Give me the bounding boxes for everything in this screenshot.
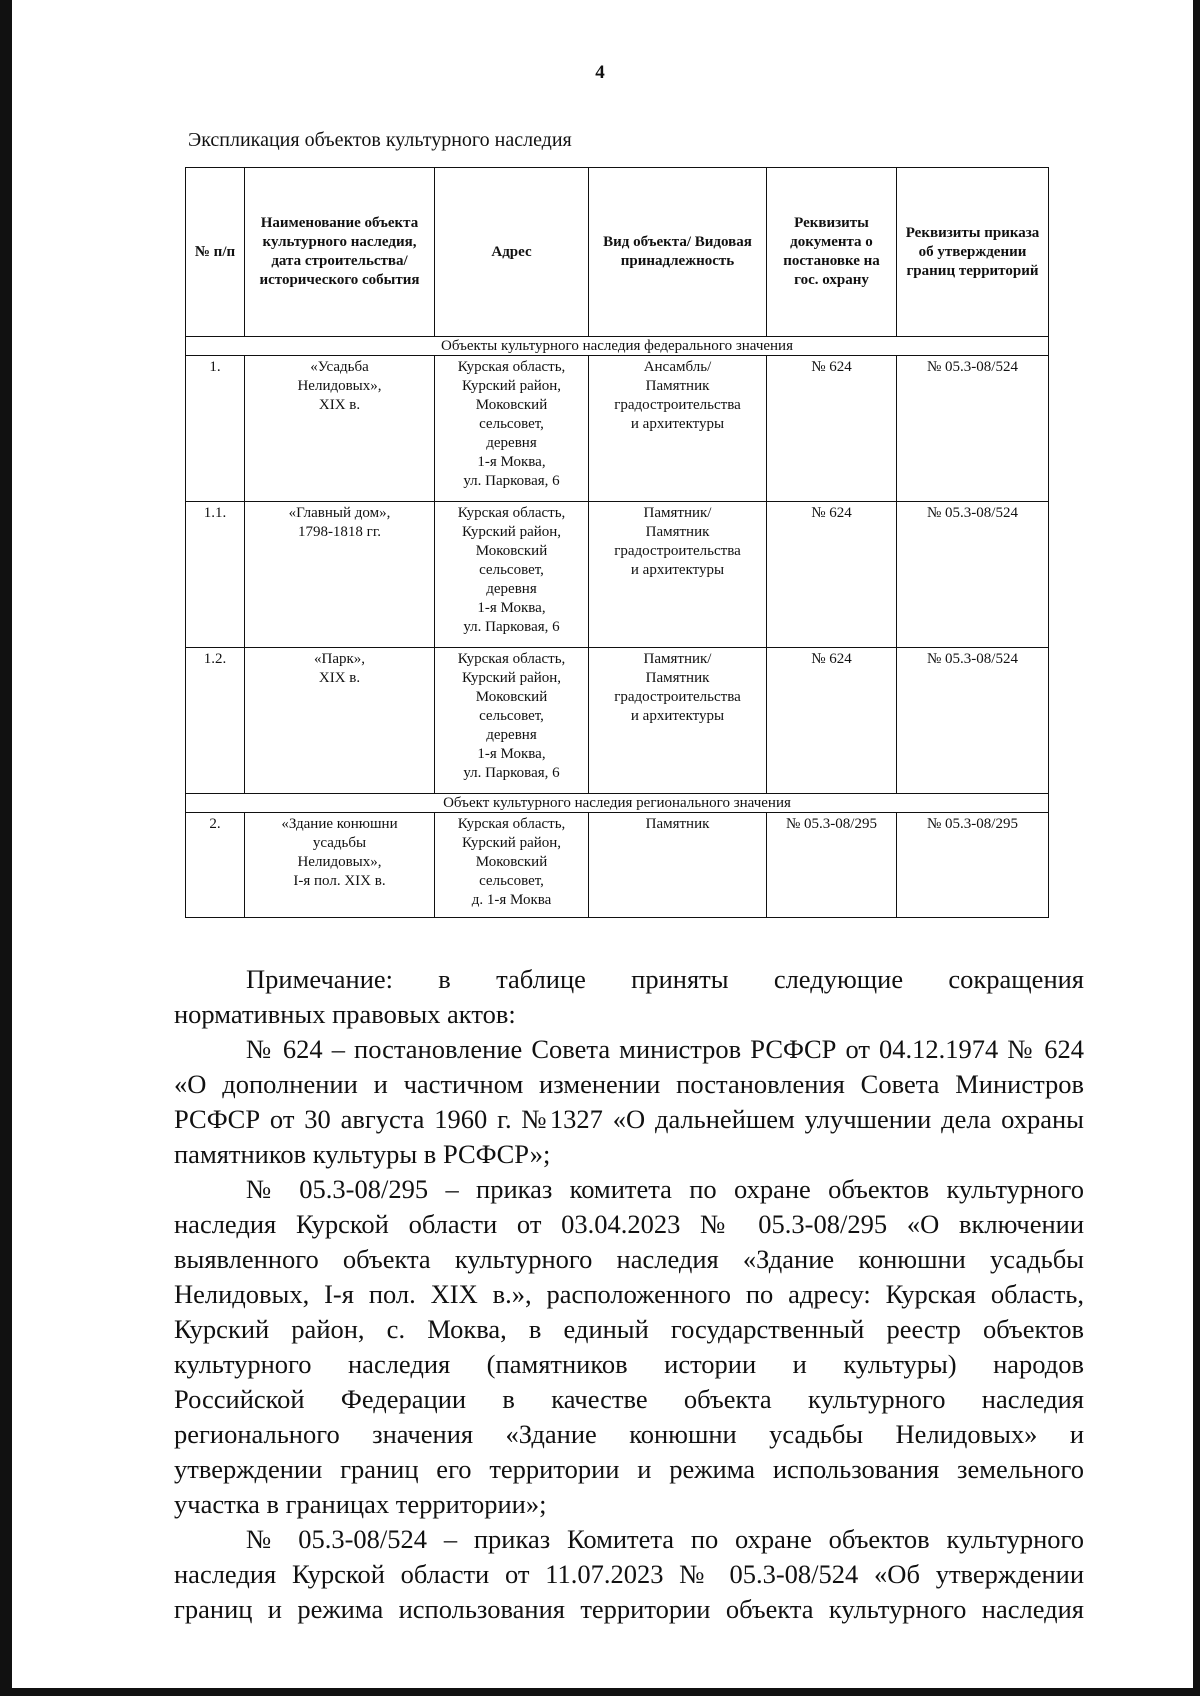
cell-address-line: ул. Парковая, 6 bbox=[463, 765, 560, 781]
cell-doc: № 624 bbox=[767, 502, 897, 648]
cell-name-line: Нелидовых», bbox=[297, 854, 382, 870]
cell-address-line: Моковский bbox=[475, 689, 548, 705]
table-row bbox=[186, 502, 1049, 648]
note-524 bbox=[174, 1522, 1084, 1557]
note-line: наследия Курской области от 03.04.2023 № 05.3-08/295 «О включении bbox=[174, 1209, 1084, 1239]
note-intro bbox=[174, 962, 1084, 997]
table-title: Экспликация объектов культурного наследия bbox=[188, 129, 572, 151]
note-line: № 05.3-08/295 – приказ комитета по охране объектов культурного bbox=[246, 1174, 1084, 1204]
notes-section bbox=[174, 962, 1084, 1627]
cell-type-line: Ансамбль/ bbox=[643, 359, 712, 375]
cell-address-line: деревня bbox=[486, 435, 537, 451]
cell-doc: № 05.3-08/295 bbox=[767, 813, 897, 918]
cell-doc: № 624 bbox=[767, 648, 897, 794]
note-line: выявленного объекта культурного наследия «Здание конюшни усадьбы bbox=[174, 1244, 1084, 1274]
heritage-table bbox=[185, 167, 1049, 918]
cell-type-line: Памятник bbox=[645, 378, 710, 394]
header-doc: Реквизиты документа о постановке на гос. охрану bbox=[767, 168, 897, 337]
note-624-cont bbox=[174, 1067, 1084, 1172]
note-624 bbox=[174, 1032, 1084, 1067]
section-row bbox=[186, 794, 1049, 813]
cell-type-line: Памятник/ bbox=[643, 505, 712, 521]
cell-name bbox=[245, 502, 435, 648]
cell-address bbox=[435, 648, 589, 794]
cell-address-line: сельсовет, bbox=[479, 416, 544, 432]
cell-type-line: Памятник bbox=[645, 816, 710, 832]
note-524-cont bbox=[174, 1557, 1084, 1627]
header-name: Наименование объекта культурного наследия, дата строительства/ исторического события bbox=[245, 168, 435, 337]
cell-name-line: 1798-1818 гг. bbox=[297, 524, 382, 540]
note-line: границ и режима использования территории объекта культурного наследия bbox=[174, 1594, 1084, 1624]
cell-num: 2. bbox=[186, 813, 245, 918]
header-type: Вид объекта/ Видовая принадлежность bbox=[589, 168, 767, 337]
header-address: Адрес bbox=[435, 168, 589, 337]
note-line: участка в границах территории»; bbox=[174, 1489, 547, 1519]
cell-address-line: ул. Парковая, 6 bbox=[463, 473, 560, 489]
cell-type-line: градостроительства bbox=[614, 689, 741, 705]
section-title: Объекты культурного наследия федерального значения bbox=[186, 337, 1049, 356]
note-295-cont bbox=[174, 1207, 1084, 1522]
table-header-row bbox=[186, 168, 1049, 337]
note-line: № 05.3-08/524 – приказ Комитета по охране объектов культурного bbox=[246, 1524, 1084, 1554]
cell-type-line: Памятник bbox=[645, 670, 710, 686]
note-line: № 624 – постановление Совета министров РСФСР от 04.12.1974 № 624 bbox=[246, 1034, 1084, 1064]
section-row bbox=[186, 337, 1049, 356]
table-row bbox=[186, 356, 1049, 502]
cell-address-line: Моковский bbox=[475, 854, 548, 870]
cell-type-line: Памятник/ bbox=[643, 651, 712, 667]
cell-address-line: Курский район, bbox=[461, 835, 562, 851]
cell-type-line: и архитектуры bbox=[630, 562, 725, 578]
scan-edge-right bbox=[1193, 0, 1200, 1696]
cell-address-line: сельсовет, bbox=[479, 562, 544, 578]
table-row bbox=[186, 648, 1049, 794]
note-line: РСФСР от 30 августа 1960 г. №1327 «О дальнейшем улучшении дела охраны bbox=[174, 1104, 1084, 1134]
cell-type-line: градостроительства bbox=[614, 397, 741, 413]
scan-edge-left bbox=[0, 0, 12, 1696]
note-line: нормативных правовых актов: bbox=[174, 999, 516, 1029]
cell-order: № 05.3-08/524 bbox=[897, 356, 1049, 502]
page-number: 4 bbox=[595, 62, 605, 83]
note-line: утверждении границ его территории и режима использования земельного bbox=[174, 1454, 1084, 1484]
note-line: Нелидовых, I-я пол. XIX в.», расположенного по адресу: Курская область, bbox=[174, 1279, 1084, 1309]
cell-name-line: «Усадьба bbox=[310, 359, 369, 375]
cell-address-line: 1-я Моква, bbox=[477, 600, 546, 616]
cell-address-line: 1-я Моква, bbox=[477, 746, 546, 762]
cell-type-line: градостроительства bbox=[614, 543, 741, 559]
cell-address-line: Курский район, bbox=[461, 524, 562, 540]
cell-name bbox=[245, 356, 435, 502]
cell-address-line: Курская область, bbox=[457, 816, 566, 832]
note-line: памятников культуры в РСФСР»; bbox=[174, 1139, 551, 1169]
cell-order: № 05.3-08/524 bbox=[897, 502, 1049, 648]
cell-name-line: усадьбы bbox=[312, 835, 367, 851]
cell-address bbox=[435, 502, 589, 648]
cell-num: 1.2. bbox=[186, 648, 245, 794]
cell-num: 1.1. bbox=[186, 502, 245, 648]
cell-name bbox=[245, 813, 435, 918]
cell-type-line: и архитектуры bbox=[630, 416, 725, 432]
note-line: наследия Курской области от 11.07.2023 № 05.3-08/524 «Об утверждении bbox=[174, 1559, 1084, 1589]
cell-name bbox=[245, 648, 435, 794]
cell-address-line: 1-я Моква, bbox=[477, 454, 546, 470]
cell-address-line: Моковский bbox=[475, 543, 548, 559]
note-line: регионального значения «Здание конюшни усадьбы Нелидовых» и bbox=[174, 1419, 1084, 1449]
cell-name-line: XIX в. bbox=[318, 397, 361, 413]
section-title: Объект культурного наследия регионального значения bbox=[186, 794, 1049, 813]
cell-address-line: Курский район, bbox=[461, 670, 562, 686]
cell-address-line: Курская область, bbox=[457, 505, 566, 521]
cell-name-line: «Парк», bbox=[313, 651, 366, 667]
cell-name-line: «Здание конюшни bbox=[281, 816, 398, 832]
cell-name-line: «Главный дом», bbox=[288, 505, 391, 521]
cell-name-line: Нелидовых», bbox=[297, 378, 382, 394]
note-line: Российской Федерации в качестве объекта культурного наследия bbox=[174, 1384, 1084, 1414]
cell-address-line: д. 1-я Моква bbox=[471, 892, 552, 908]
cell-type bbox=[589, 813, 767, 918]
cell-doc: № 624 bbox=[767, 356, 897, 502]
cell-address-line: деревня bbox=[486, 727, 537, 743]
cell-name-line: I-я пол. XIX в. bbox=[293, 873, 386, 889]
table-body bbox=[186, 337, 1049, 918]
note-295 bbox=[174, 1172, 1084, 1207]
note-line: Курский район, с. Моква, в единый государственный реестр объектов bbox=[174, 1314, 1084, 1344]
cell-address bbox=[435, 356, 589, 502]
header-num: № п/п bbox=[186, 168, 245, 337]
cell-address-line: Курская область, bbox=[457, 359, 566, 375]
scan-edge-bottom bbox=[0, 1688, 1200, 1696]
cell-address-line: ул. Парковая, 6 bbox=[463, 619, 560, 635]
note-line: «О дополнении и частичном изменении постановления Совета Министров bbox=[174, 1069, 1084, 1099]
cell-name-line: XIX в. bbox=[318, 670, 361, 686]
cell-address-line: Курский район, bbox=[461, 378, 562, 394]
cell-type bbox=[589, 648, 767, 794]
note-intro-cont bbox=[174, 997, 1084, 1032]
cell-order: № 05.3-08/295 bbox=[897, 813, 1049, 918]
table-row bbox=[186, 813, 1049, 918]
cell-type bbox=[589, 356, 767, 502]
cell-address-line: Моковский bbox=[475, 397, 548, 413]
cell-address-line: Курская область, bbox=[457, 651, 566, 667]
cell-type-line: Памятник bbox=[645, 524, 710, 540]
cell-type-line: и архитектуры bbox=[630, 708, 725, 724]
cell-address-line: сельсовет, bbox=[479, 708, 544, 724]
note-line: Примечание: в таблице приняты следующие сокращения bbox=[246, 964, 1084, 994]
cell-address bbox=[435, 813, 589, 918]
cell-order: № 05.3-08/524 bbox=[897, 648, 1049, 794]
cell-address-line: деревня bbox=[486, 581, 537, 597]
note-line: культурного наследия (памятников истории и культуры) народов bbox=[174, 1349, 1084, 1379]
header-order: Реквизиты приказа об утверждении границ территорий bbox=[897, 168, 1049, 337]
cell-type bbox=[589, 502, 767, 648]
cell-num: 1. bbox=[186, 356, 245, 502]
cell-address-line: сельсовет, bbox=[479, 873, 544, 889]
